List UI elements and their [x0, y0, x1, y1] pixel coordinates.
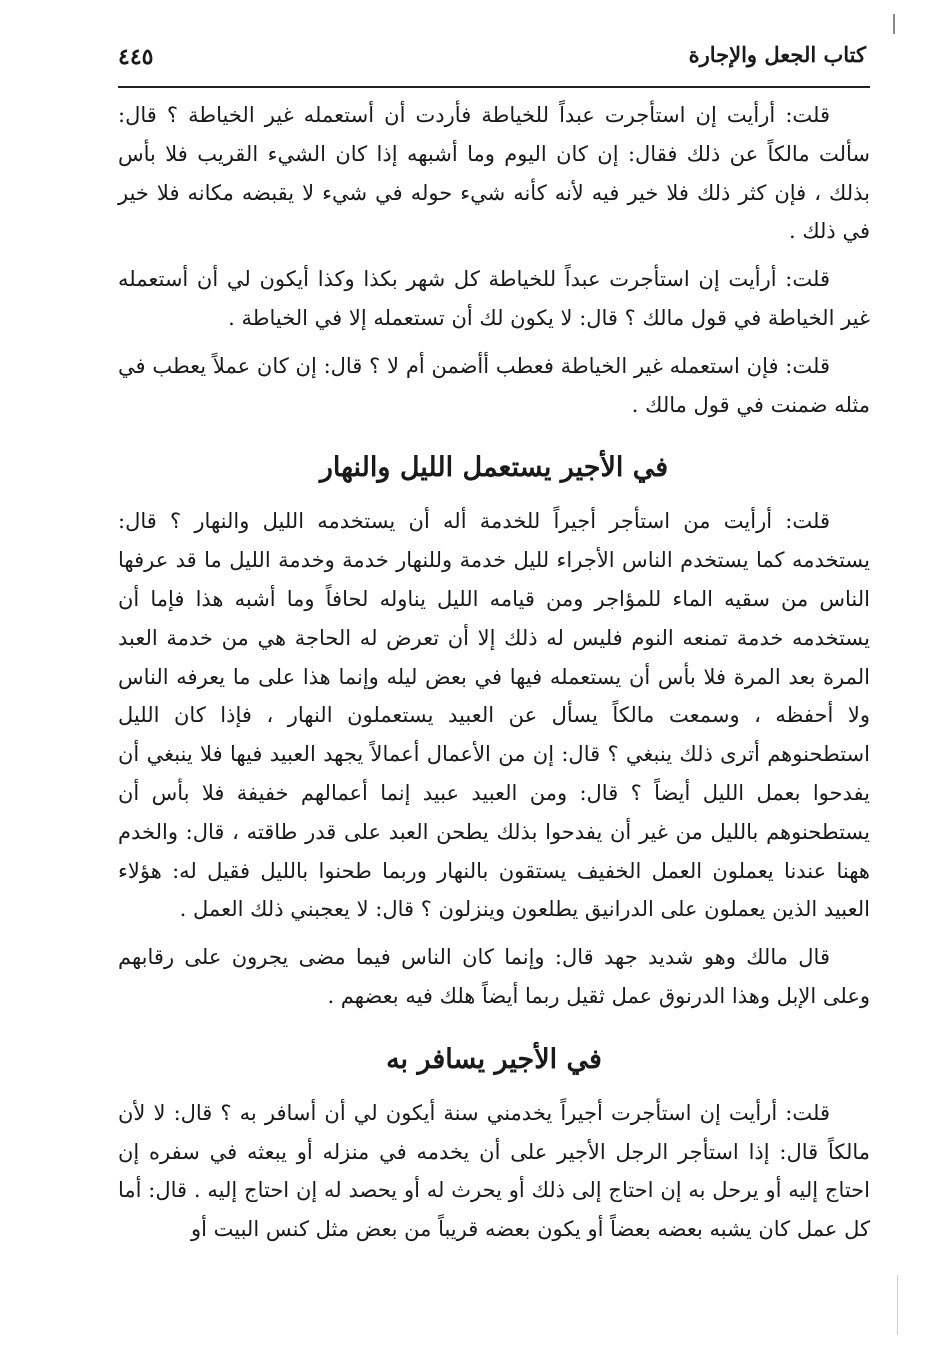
header-rule	[118, 86, 870, 88]
paragraph: قلت: أرأيت من استأجر أجيراً للخدمة أله أن يستخدمه الليل والنهار ؟ قال: يستخدمه كما يستخدم الناس الأجراء لليل خدمة وللنهار خدمة وخدمة الليل ما قد عرفها الناس من سقيه الماء للمؤاجر ومن قيامه الليل يناوله لحافاً وما أشبه هذا فإما أن يستخدمه خدمة تمنعه النوم فليس له ذلك إلا أن تعرض له الحاجة هي من خدمة العبد المرة بعد المرة فلا بأس أن يستعمله فيها في بعض ليله وإنما هذا على ما يعرفه الناس ولا أحفظه ، وسمعت مالكاً يسأل عن العبيد يستعملون النهار ، فإذا كان الليل استطحنوهم أترى ذلك ينبغي ؟ قال: إن من الأعمال أعمالاً يجهد العبيد فيها فلا ينبغي أن يفدحوا بعمل الليل أيضاً ؟ قال: ومن العبيد عبيد إنما أعمالهم خفيفة فلا بأس أن يستطحنوهم بالليل من غير أن يفدحوا بذلك يطحن العبد على قدر طاقته ، قال: والخدم ههنا عندنا يعملون العمل الخفيف يستقون بالنهار وربما طحنوا بالليل فقيل له: هؤلاء العبيد الذين يعملون على الدرانيق يطلعون وينزلون ؟ قال: لا يعجبني ذلك العمل .	[118, 509, 870, 922]
paragraph: قال مالك وهو شديد جهد قال: وإنما كان الناس فيما مضى يجرون على رقابهم وعلى الإبل وهذا الدرنوق عمل ثقيل ربما أيضاً هلك فيه بعضهم .	[118, 945, 870, 1008]
page-header	[118, 38, 866, 86]
page-number: ٤٤٥	[118, 44, 154, 70]
scan-edge-mark	[897, 1275, 898, 1335]
section-heading: في الأجير يستعمل الليل والنهار	[319, 452, 669, 484]
page-body	[118, 96, 870, 1258]
paragraph: قلت: أرأيت إن استأجرت عبداً للخياطة فأردت أن أستعمله غير الخياطة ؟ قال: سألت مالكاً عن ذلك فقال: إن كان اليوم وما أشبهه إذا كان الشيء القريب فلا بأس بذلك ، فإن كثر ذلك فلا خير فيه لأنه كأنه شيء حوله في شيء لا يقبضه مكانه فلا خير في ذلك .	[118, 103, 870, 244]
running-title: كتاب الجعل والإجارة	[688, 42, 866, 67]
section-heading: في الأجير يسافر به	[386, 1043, 602, 1075]
margin-mark	[893, 14, 895, 34]
paragraph: قلت: فإن استعمله غير الخياطة فعطب أأضمن أم لا ؟ قال: إن كان عملاً يعطب في مثله ضمنت في قول مالك .	[118, 353, 870, 417]
paragraph: قلت: أرأيت إن استأجرت عبداً للخياطة كل شهر بكذا وكذا أيكون لي أن أستعمله غير الخياطة في قول مالك ؟ قال: لا يكون لك أن تستعمله إلا في الخياطة .	[118, 267, 870, 330]
paragraph: قلت: أرأيت إن استأجرت أجيراً يخدمني سنة أيكون لي أن أسافر به ؟ قال: لا لأن مالكاً قال: إذا استأجر الرجل الأجير على أن يخدمه في منزله أو يبعثه في سفره إن احتاج إليه أو يرحل به إن احتاج إلى ذلك أو يحرث له أو يحصد له إن احتاج إليه . قال: أما كل عمل كان يشبه بعضه بعضاً أو يكون بعضه قريباً من بعض مثل كنس البيت أو	[118, 1100, 870, 1242]
